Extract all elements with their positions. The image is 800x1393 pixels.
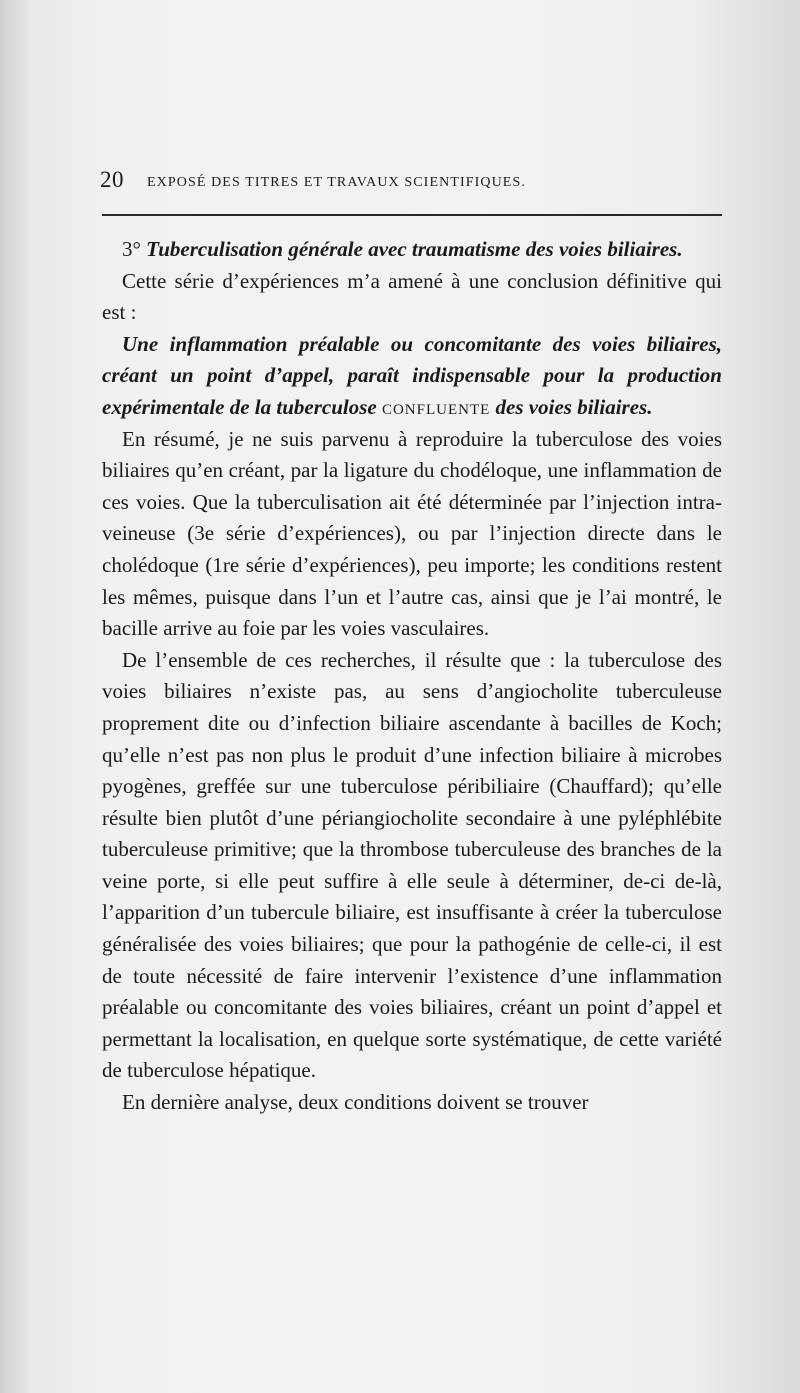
header-rule <box>102 214 722 216</box>
section-title: Tuberculisation générale avec traumatisme des voies biliaires. <box>146 237 683 261</box>
conclusion-end: des voies biliaires. <box>495 394 653 419</box>
paragraph: Cette série d’expériences m’a amené à une conclusion définitive qui est : <box>102 268 722 325</box>
section-number: 3° <box>122 237 141 261</box>
conclusion-paragraph <box>102 329 722 424</box>
conclusion-text: Une inflammation préalable ou concomitante des voies biliaires, créant un point d’appel, paraît indispensable pour la production expérimentale de la tuberculose <box>102 331 722 419</box>
paragraph: En dernière analyse, deux conditions doivent se trouver <box>122 1090 589 1115</box>
paragraph: De l’ensemble de ces recherches, il résulte que : la tuberculose des voies biliaires n’existe pas, au sens d’angiocholite tuberculeuse proprement dite ou d’infection biliaire ascendante à bacilles de Koch; qu’elle n’est pas non plus le produit d’une infection biliaire à microbes pyogènes, greffée sur une tuberculose péribiliaire (Chauffard); qu’elle résulte bien plutôt d’une périangiocholite secondaire à une pyléphlébite tuberculeuse primitive; que la thrombose tuberculeuse des branches de la veine porte, si elle peut suffire à elle seule à déterminer, de-ci de-là, l’apparition d’un tubercule biliaire, est insuffisante à créer la tuberculose généralisée des voies biliaires; que pour la pathogénie de celle-ci, il est de toute nécessité de faire intervenir l’existence d’une inflammation préalable ou concomitante des voies biliaires, créant un point d’appel et permettant la localisation, en quelque sorte systématique, de cette variété de tuberculose hépatique. <box>102 647 722 1083</box>
paragraph: En résumé, je ne suis parvenu à reproduire la tuberculose des voies biliaires qu’en créant, par la ligature du chodéloque, une inflammation de ces voies. Que la tuberculisation ait été déterminée par l’injection intra-veineuse (3e série d’expériences), ou par l’injection directe dans le cholédoque (1re série d’expériences), peu importe; les conditions restent les mêmes, puisque dans l’un et l’autre cas, ainsi que je l’ai montré, le bacille arrive au foie par les voies vasculaires. <box>102 426 722 641</box>
page-number: 20 <box>100 167 124 192</box>
running-title: EXPOSÉ DES TITRES ET TRAVAUX SCIENTIFIQUES. <box>147 175 526 190</box>
page-header <box>98 166 722 202</box>
section-heading <box>102 234 722 266</box>
conclusion-smallcaps: confluente <box>381 394 491 419</box>
body-text <box>102 234 722 1119</box>
